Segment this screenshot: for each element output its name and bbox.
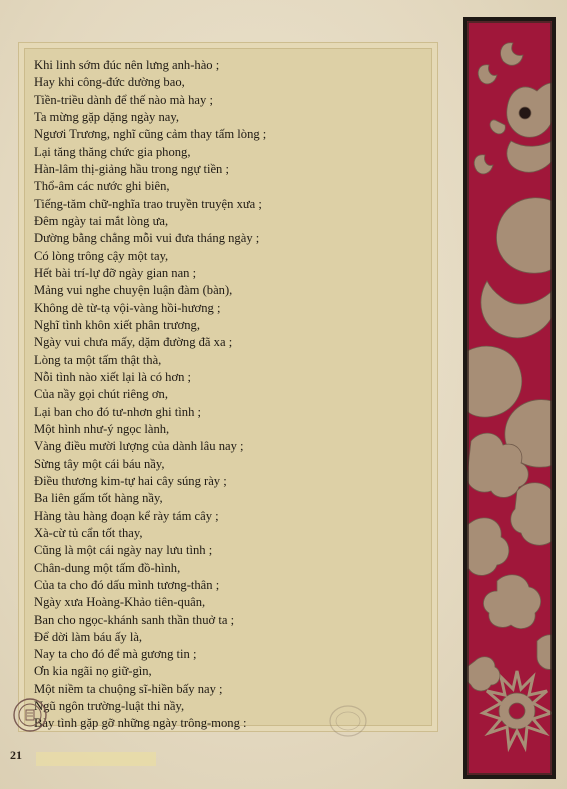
poem-line: Chân-dung một tấm đồ-hình, bbox=[34, 560, 181, 575]
poem-line: Mảng vui nghe chuyện luận đàm (bàn), bbox=[34, 283, 233, 298]
poem-line: Một niềm ta chuộng sĩ-hiền bấy nay ; bbox=[34, 681, 223, 696]
poem-line: Ba liên gấm tốt hàng nầy, bbox=[34, 491, 163, 506]
poem-line: Ngươi Trương, nghĩ cũng cảm thay tấm lòng ; bbox=[34, 127, 267, 142]
poem-line: Lòng ta một tấm thật thà, bbox=[34, 352, 162, 367]
page-number: 21 bbox=[10, 748, 22, 762]
poem-line: Hết bài trí-lự đỡ ngày gian nan ; bbox=[34, 265, 197, 280]
poem-line: Một hình như-ý ngọc lành, bbox=[34, 421, 170, 436]
poem-line: Ta mừng gặp dặng ngày nay, bbox=[34, 109, 180, 124]
library-stamp-icon bbox=[12, 697, 48, 733]
poem-line: Khi linh sớm đúc nên lưng anh-hào ; bbox=[34, 58, 220, 72]
poem-line: Bày tình gặp gỡ những ngày trông-mong : bbox=[34, 716, 247, 731]
poem-line: Xà-cừ tủ cẩn tốt thay, bbox=[34, 525, 143, 540]
faded-stamp-icon bbox=[328, 704, 368, 738]
poem-line: Nay ta cho đó để mà gương tin ; bbox=[34, 647, 197, 662]
decorative-banner bbox=[463, 17, 556, 779]
poem-line: Để dời làm báu ấy là, bbox=[34, 629, 143, 644]
dragon-ornament-icon bbox=[467, 21, 552, 775]
poem-line: Ngày xưa Hoàng-Khảo tiên-quân, bbox=[34, 595, 206, 610]
poem-line: Dường bằng chẳng mỗi vui đưa tháng ngày ; bbox=[34, 231, 260, 246]
poem-line: Ơn kia ngãi nọ giữ-gìn, bbox=[34, 664, 152, 679]
poem-line: Hàn-lâm thị-giảng hầu trong ngự tiền ; bbox=[34, 161, 229, 176]
poem-text bbox=[34, 57, 429, 733]
poem-line: Sừng tây một cái báu nầy, bbox=[34, 456, 165, 471]
poem-line: Tiếng-tăm chữ-nghĩa trao truyền truyện xưa ; bbox=[34, 196, 262, 211]
poem-line: Hay khi công-đức dường bao, bbox=[34, 75, 185, 90]
poem-line: Tiền-triều dành để thế nào mà hay ; bbox=[34, 92, 213, 107]
poem-line: Lại ban cho đó tư-nhơn ghi tình ; bbox=[34, 404, 202, 419]
poem-line: Ngũ ngôn trường-luật thi nầy, bbox=[34, 699, 185, 714]
poem-line: Đêm ngày tai mắt lòng ưa, bbox=[34, 213, 169, 228]
poem-line: Nỗi tình nào xiết lại là có hơn ; bbox=[34, 369, 192, 384]
poem-line: Hàng tàu hàng đoạn kể rày tám cây ; bbox=[34, 508, 219, 523]
poem-line: Lại tăng thăng chức gia phong, bbox=[34, 144, 191, 159]
poem-line: Cũng là một cái ngày nay lưu tình ; bbox=[34, 543, 213, 558]
poem-line: Thổ-âm các nước ghi biên, bbox=[34, 179, 170, 194]
banner-red-field bbox=[467, 21, 552, 775]
poem-line: Không dè từ-tạ vội-vàng hồi-hương ; bbox=[34, 300, 221, 315]
poem-line: Nghĩ tình khôn xiết phân trương, bbox=[34, 317, 200, 332]
poem-line: Ban cho ngọc-khánh sanh thần thuở ta ; bbox=[34, 612, 235, 627]
poem-line: Ngày vui chưa mấy, dặm đường đã xa ; bbox=[34, 335, 233, 350]
poem-line: Của ta cho đó dấu mình tương-thân ; bbox=[34, 577, 220, 592]
poem-line: Vàng điều mười lượng của dành lâu nay ; bbox=[34, 439, 244, 454]
poem-line: Có lòng trông cậy một tay, bbox=[34, 248, 169, 263]
poem-line: Của nầy gọi chút riêng ơn, bbox=[34, 387, 168, 402]
poem-line: Điều thương kim-tự hai cây súng rày ; bbox=[34, 473, 227, 488]
page-number-band bbox=[36, 752, 156, 766]
